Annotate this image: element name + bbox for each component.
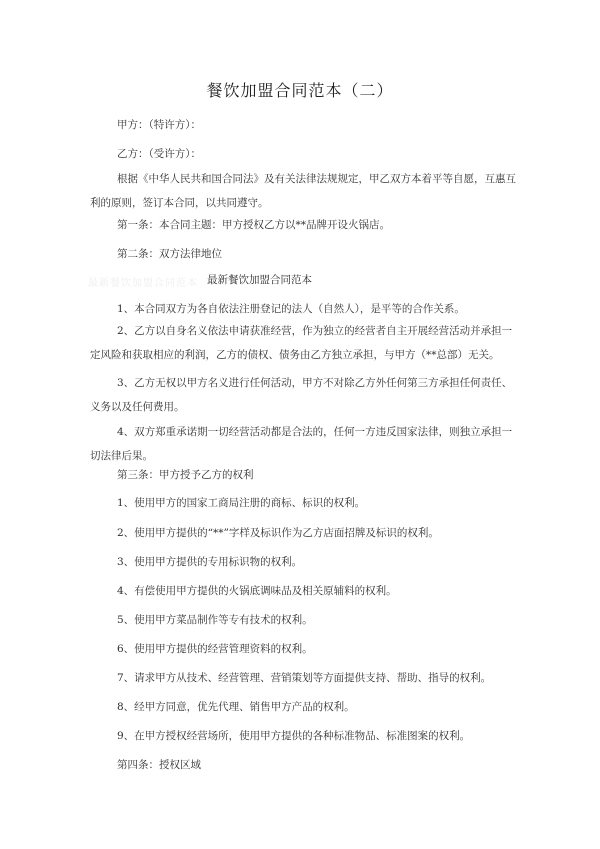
article-4-heading: 第四条：授权区域 [117, 759, 201, 771]
party-b-line: 乙方：（受许方）： [117, 148, 201, 160]
watermark-text: 最新餐饮加盟合同范本 [88, 278, 198, 289]
preamble-line-1: 根据《中华人民共和国合同法》及有关法律法规规定，甲乙双方本着平等自愿，互惠互 [117, 173, 516, 185]
article-2-item-3-line-1: 3、乙方无权以甲方名义进行任何活动，甲方不对除乙方外任何第三方承担任何责任、 [117, 377, 513, 389]
article-2-item-1: 1、本合同双方为各自依法注册登记的法人（自然人），是平等的合作关系。 [117, 303, 465, 315]
article-3-item: 4、有偿使用甲方提供的火锅底调味品及相关原辅料的权利。 [117, 585, 397, 597]
article-3-item: 1、使用甲方的国家工商局注册的商标、标识的权利。 [117, 497, 366, 509]
article-3-item: 3、使用甲方提供的专用标识物的权利。 [117, 556, 303, 568]
article-3-item: 8、经甲方同意，优先代理、销售甲方产品的权利。 [117, 701, 355, 713]
article-2-item-4-line-2: 切法律后果。 [90, 450, 153, 462]
article-1: 第一条：本合同主题：甲方授权乙方以**品牌开设火锅店。 [117, 219, 390, 231]
article-3-heading: 第三条：甲方授予乙方的权利 [117, 469, 254, 481]
article-2-item-2 [90, 319, 513, 367]
article-2-item-2-line-1: 2、乙方以自身名义依法申请获准经营，作为独立的经营者自主开展经营活动并承担一 [117, 325, 513, 337]
article-2-heading: 第二条：双方法律地位 [117, 248, 222, 260]
preamble-paragraph [90, 167, 516, 215]
article-2-item-4 [90, 420, 513, 468]
document-title: 餐饮加盟合同范本（二） [206, 81, 394, 100]
article-3-item: 2、使用甲方提供的“**”字样及标识作为乙方店面招牌及标识的权利。 [117, 527, 439, 539]
section-subtitle: 最新餐饮加盟合同范本 [207, 274, 312, 286]
article-2-item-3-line-2: 义务以及任何费用。 [90, 401, 185, 413]
article-3-item: 5、使用甲方菜品制作等专有技术的权利。 [117, 614, 313, 626]
preamble-line-2: 利的原则，签订本合同，以共同遵守。 [90, 197, 269, 209]
article-3-item: 6、使用甲方提供的经营管理资料的权利。 [117, 643, 313, 655]
article-2-item-3 [90, 371, 513, 419]
article-2-item-4-line-1: 4、双方郑重承诺期一切经营活动都是合法的，任何一方违反国家法律，则独立承担一 [117, 426, 513, 438]
article-3-item: 9、在甲方授权经营场所，使用甲方提供的各种标准物品、标准图案的权利。 [117, 730, 471, 742]
article-3-item: 7、请求甲方从技术、经营管理、营销策划等方面提供支持、帮助、指导的权利。 [117, 672, 492, 684]
party-a-line: 甲方：（特许方）： [117, 119, 201, 131]
article-2-item-2-line-2: 定风险和获取相应的利润，乙方的债权、债务由乙方独立承担，与甲方（**总部）无关。 [90, 349, 500, 361]
